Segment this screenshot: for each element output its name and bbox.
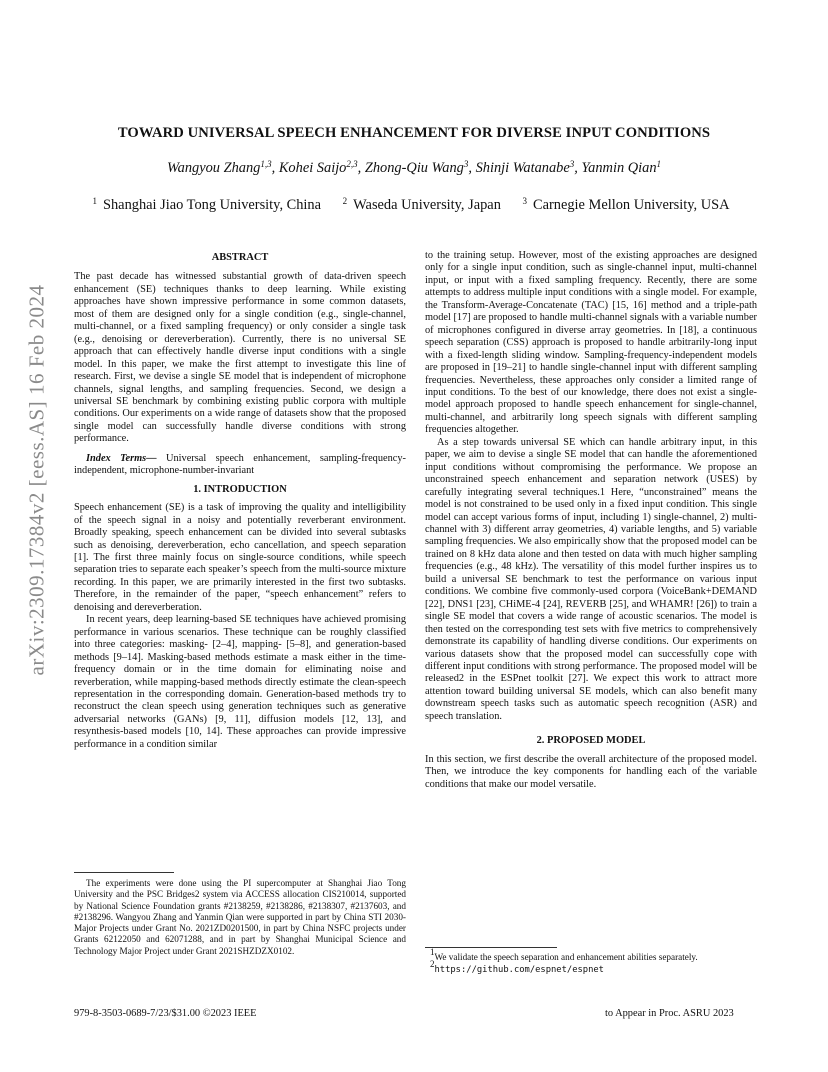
copyright-line: 979-8-3503-0689-7/23/$31.00 ©2023 IEEE <box>74 1008 257 1019</box>
section-2-heading: 2. PROPOSED MODEL <box>536 735 646 747</box>
section-1-heading: 1. INTRODUCTION <box>193 483 287 495</box>
footnote-2-url[interactable]: https://github.com/espnet/espnet <box>434 965 604 975</box>
author-sep: , <box>574 160 582 176</box>
author-name: Shinji Watanabe <box>475 160 570 176</box>
affiliation-3 <box>523 197 736 213</box>
author-2 <box>279 160 365 176</box>
affil-sup: 2 <box>342 196 348 206</box>
affil-sup: 1 <box>92 196 97 206</box>
author-5 <box>581 160 661 176</box>
index-terms <box>74 453 406 478</box>
footnotes <box>430 947 760 976</box>
author-list <box>60 160 768 177</box>
paper-title: TOWARD UNIVERSAL SPEECH ENHANCEMENT FOR DIVERSE INPUT CONDITIONS <box>117 125 711 141</box>
author-sep: , <box>271 160 279 176</box>
intro-paragraph-1: Speech enhancement (SE) is a task of improving the quality and intelligibility of the speech signal in a noisy and potentially reverberant environment. Broadly speaking, speech enhancement can be divided into several subtasks such as denoising, dereverberation, echo cancellation, and speech separation [1]. The first three mainly focus on single-source conditions, while speech separation tries to separate each speaker’s speech from the multi-source mixture recording. In this paper, we are primarily interested in the first two subtasks. Therefore, in the remainder of the paper, “speech enhancement” refers to denoising and dereverberation. <box>74 502 406 613</box>
author-affil-sup: 1,3 <box>260 159 272 169</box>
index-terms-label: Index Terms— <box>86 452 157 464</box>
footnote-1-text: We validate the speech separation and enhancement abilities separately. <box>434 952 698 962</box>
venue-line: to Appear in Proc. ASRU 2023 <box>605 1008 734 1019</box>
arxiv-identifier-text: arXiv:2309.17384v2 [eess.AS] 16 Feb 2024 <box>24 284 49 676</box>
abstract-heading: ABSTRACT <box>211 252 269 263</box>
author-sep: , <box>468 160 476 176</box>
author-name: Yanmin Qian <box>581 160 657 176</box>
affiliation-2 <box>343 197 507 213</box>
abstract-text: The past decade has witnessed substantial growth of data-driven speech enhancement (SE) techniques thanks to deep learning. While existing approaches have shown impressive performance in some common datasets, most of them are designed only for a single condition (e.g., single-channel, multi-channel, or a fixed sampling frequency) or only consider a single task (e.g., denoising or dereverberation). Currently, there is no universal SE approach that can effectively handle diverse input conditions with a single model. In this paper, we make the first attempt to investigate this line of research. First, we devise a single SE model that is independent of microphone channels, signal lengths, and sampling frequencies. Second, we design a universal SE benchmark by combining existing public corpora with multiple conditions. Our experiments on a wide range of datasets show that the proposed single model can successfully handle diverse conditions with strong performance. <box>74 271 406 445</box>
affil-text: Waseda University, Japan <box>353 197 501 213</box>
author-1 <box>167 160 279 176</box>
index-terms-text: Universal speech enhancement, sampling-frequency-independent, microphone-number-invariant <box>74 452 406 477</box>
author-name: Kohei Saijo <box>278 160 347 176</box>
intro-paragraph-2: In recent years, deep learning-based SE techniques have achieved promising performance in various scenarios. These technique can be roughly classified into three categories: masking- [2–4], mapping- [5–8], and generation-based methods [9–14]. Masking-based methods estimate a mask either in the time-frequency domain or in the time domain for eliminating noise and reverberation, while mapping-based methods directly estimate the clean-speech representation in the corresponding domain. Generation-based methods try to reconstruct the clean speech using generation techniques such as generative adversarial networks (GANs) [9, 11], diffusion models [12, 13], and resynthesis-based models [10, 14]. These approaches can provide impressive performance in a condition similar <box>74 614 406 750</box>
author-affil-sup: 2,3 <box>346 159 358 169</box>
section-2-paragraph: In this section, we first describe the overall architecture of the proposed model. Then, we introduce the key components for handling each of the variable conditions that make our model versatile. <box>425 753 757 790</box>
affil-text: Carnegie Mellon University, USA <box>533 197 730 213</box>
affiliation-1 <box>92 197 327 213</box>
right-column <box>425 250 757 791</box>
footnote-1: $^1$We validate the speech separation and enhancement abilities separately. <box>430 947 698 962</box>
affil-sup: 3 <box>522 196 527 206</box>
author-affil-sup: 3 <box>463 159 469 169</box>
affil-text: Shanghai Jiao Tong University, China <box>102 197 322 213</box>
author-name: Wangyou Zhang <box>166 160 261 176</box>
author-affil-sup: 3 <box>569 159 575 169</box>
left-column <box>74 250 406 751</box>
footnote-divider <box>425 947 557 948</box>
author-name: Zhong-Qiu Wang <box>364 160 464 176</box>
author-sep: , <box>357 160 365 176</box>
author-3 <box>365 160 476 176</box>
author-affil-sup: 1 <box>656 159 662 169</box>
right-paragraph-2: As a step towards universal SE which can handle arbitrary input, in this paper, we aim to devise a single SE model that can handle the aforementioned input conditions without compromising the performance. We propose an unconstrained speech enhancement and separation network (USES) by carefully integrating several techniques.1 Here, “unconstrained” means the model is not constrained to be used only in a fixed input condition. This single model can accept various forms of input, including 1) single-channel, 2) multi-channel with 3) different array geometries, 4) variable lengths, and 5) variable sampling frequencies. We also empirically show that the proposed model can be trained on 8 kHz data alone and then tested on data with much higher sampling frequencies (e.g., 48 kHz). The versatility of this model further inspires us to build a universal SE benchmark to test the performance on various input conditions. We combine five commonly-used corpora (VoiceBank+DEMAND [22], DNS1 [23], CHiME-4 [24], REVERB [25], and WHAMR! [26]) to train a single SE model that covers a wide range of acoustic scenarios. The model is then tested on the corresponding test sets with five metrics to comprehensively demonstrate its capability of handling diverse conditions. Our experiments on various datasets show that the proposed model can successfully cope with different input conditions with strong performance. The proposed model will be released2 in the ESPnet toolkit [27]. We expect this work to attract more attention toward building universal SE models, which can also benefit many downstream speech tasks such as automatic speech recognition (ASR) and speech translation. <box>425 436 757 722</box>
acknowledgement-footnote: The experiments were done using the PI supercomputer at Shanghai Jiao Tong University and the PSC Bridges2 system via ACCESS allocation CIS210014, supported by National Science Foundation grants #2138259, #2138286, #2138307, #2137603, and #2138296. Wangyou Zhang and Yanmin Qian were supported in part by China STI 2030-Major Projects under Grant No. 2021ZD0201500, in part by China NSFC projects under Grants 62122050 and 62071288, and in part by Shanghai Municipal Science and Technology Major Project under Grant 2021SHZDZX0102. <box>74 878 406 956</box>
affiliation-list <box>60 197 768 214</box>
footnote-divider <box>74 872 174 873</box>
author-4 <box>476 160 582 176</box>
right-paragraph-1: to the training setup. However, most of the existing approaches are designed only for a single input condition, such as single-channel input, multi-channel input, or input with a fixed sampling frequency. Recently, there are some attempts to address multiple input conditions with a single model. For example, the Transform-Average-Concatenate (TAC) [15, 16] method and a triple-path model [17] are proposed to handle multi-channel signals with a variable number of microphones configured in diverse array geometries. In [18], a continuous speech separation (CSS) approach is proposed to handle arbitrarily-long input with a fixed-length sliding window. Sampling-frequency-independent models are proposed in [19–21] to handle single-channel input with different sampling frequencies. Nevertheless, these approaches only consider a limited range of input conditions. To the best of our knowledge, there does not exist a single-model approach proposed to handle speech enhancement for single-channel, multi-channel, and arbitrarily long speech signals with different sampling frequencies altogether. <box>425 250 757 436</box>
arxiv-identifier <box>12 280 62 680</box>
footnote-2: $^2$https://github.com/espnet/espnet <box>430 959 604 975</box>
